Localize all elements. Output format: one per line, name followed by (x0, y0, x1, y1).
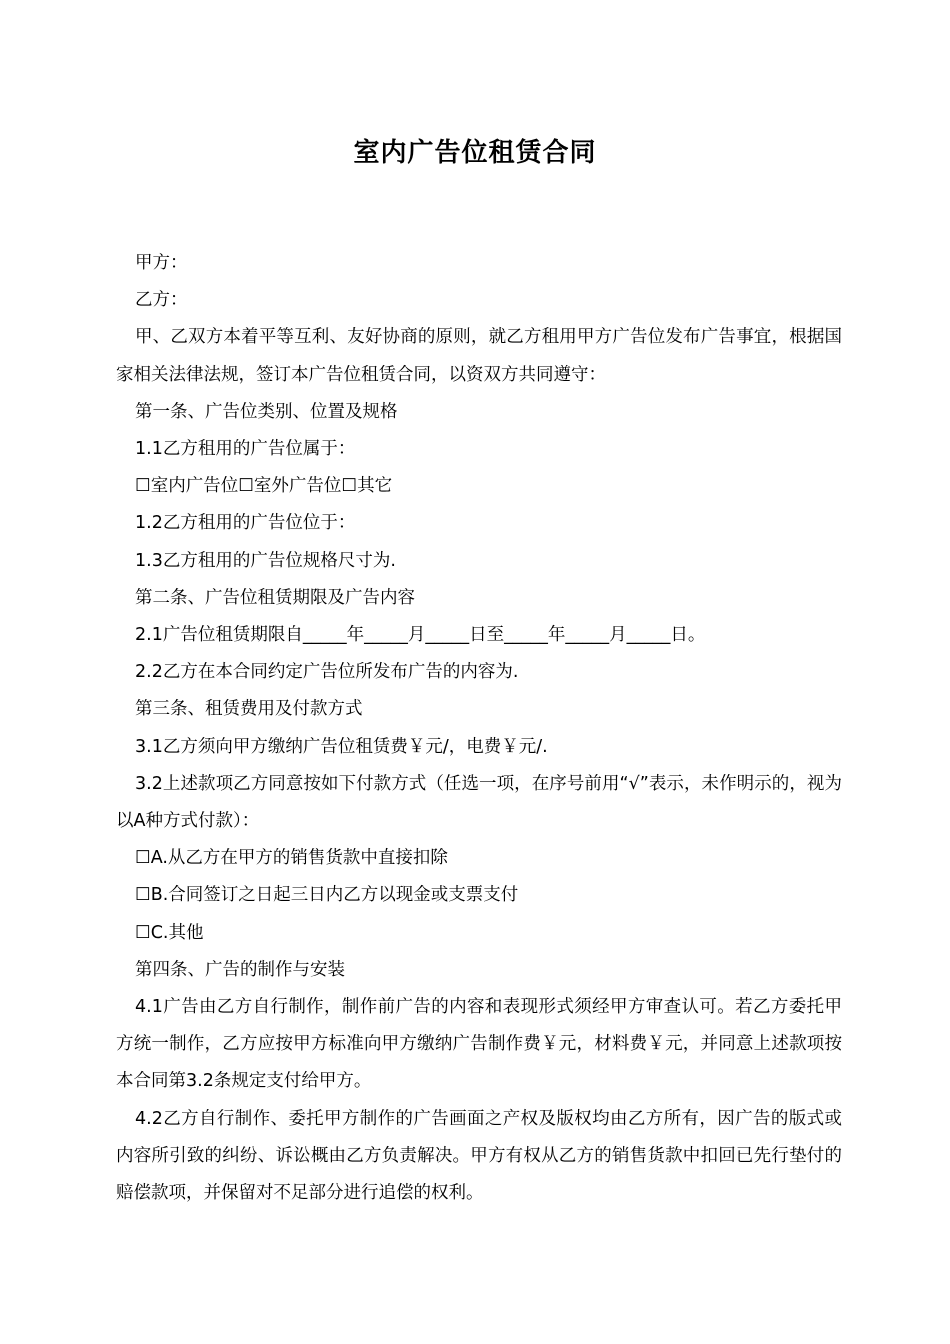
party-b-line: 乙方： (135, 290, 188, 311)
payment-option-a: ☐A.从乙方在甲方的销售货款中直接扣除 (135, 848, 448, 869)
clause-1-2: 1.2乙方租用的广告位位于： (135, 513, 356, 534)
article-2-heading: 第二条、广告位租赁期限及广告内容 (135, 587, 415, 608)
payment-option-b: ☐B.合同签订之日起三日内乙方以现金或支票支付 (135, 885, 519, 906)
clause-4-2: 4.2乙方自行制作、委托甲方制作的广告画面之产权及版权均由乙方所有，因广告的版式或内容所引致的纠纷、诉讼概由乙方负责解决。甲方有权从乙方的销售货款中扣回已先行垫付的赔偿款项，并保留对不足部分进行追偿的权利。 (116, 1108, 842, 1204)
ad-type-checkbox-options: ☐室内广告位☐室外广告位☐其它 (135, 476, 393, 497)
document-body (116, 245, 842, 1212)
clause-1-3: 1.3乙方租用的广告位规格尺寸为. (135, 550, 396, 571)
preamble-paragraph: 甲、乙双方本着平等互利、友好协商的原则，就乙方租用甲方广告位发布广告事宜，根据国家相关法律法规，签订本广告位租赁合同，以资双方共同遵守： (116, 327, 842, 385)
article-4-heading: 第四条、广告的制作与安装 (135, 959, 345, 980)
clause-4-1: 4.1广告由乙方自行制作，制作前广告的内容和表现形式须经甲方审查认可。若乙方委托甲方统一制作，乙方应按甲方标准向甲方缴纳广告制作费￥元，材料费￥元，并同意上述款项按本合同第3.2条规定支付给甲方。 (116, 997, 842, 1092)
payment-option-c: ☐C.其他 (135, 922, 204, 943)
clause-3-1: 3.1乙方须向甲方缴纳广告位租赁费￥元/，电费￥元/. (135, 736, 548, 757)
clause-1-1: 1.1乙方租用的广告位属于： (135, 439, 356, 460)
document-title: 室内广告位租赁合同 (353, 138, 597, 168)
party-a-line: 甲方： (135, 253, 188, 273)
clause-2-2: 2.2乙方在本合同约定广告位所发布广告的内容为. (135, 662, 519, 683)
clause-2-1: 2.1广告位租赁期限自_____年_____月_____日至_____年_____月_____日。 (135, 625, 706, 646)
article-1-heading: 第一条、广告位类别、位置及规格 (135, 401, 398, 422)
clause-3-2: 3.2上述款项乙方同意按如下付款方式（任选一项，在序号前用“√”表示，未作明示的，视为以A种方式付款）： (116, 773, 842, 832)
article-3-heading: 第三条、租赁费用及付款方式 (135, 699, 363, 720)
